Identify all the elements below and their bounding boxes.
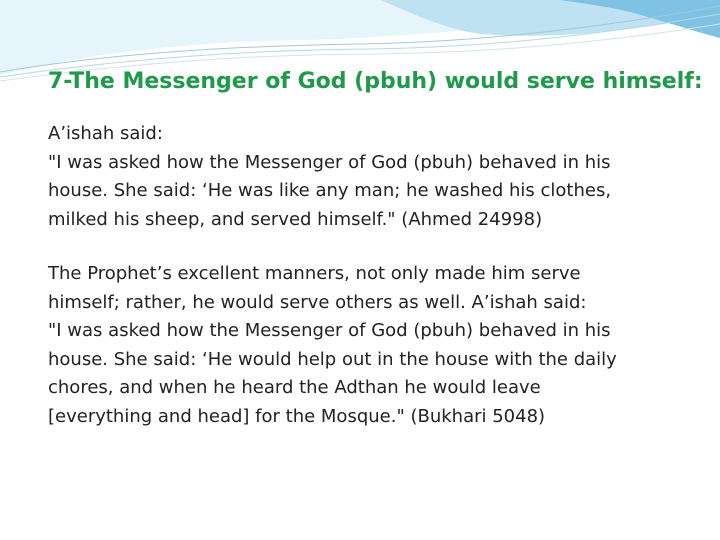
- text-line: milked his sheep, and served himself." (Ahmed 24998): [48, 208, 543, 230]
- text-line: "I was asked how the Messenger of God (pbuh) behaved in his: [48, 320, 611, 341]
- text-line: "I was asked how the Messenger of God (pbuh) behaved in his: [48, 151, 611, 173]
- text-line: house. She said: ‘He was like any man; he washed his clothes,: [48, 180, 612, 201]
- text-line: A’ishah said:: [48, 123, 163, 144]
- text-line: The Prophet’s excellent manners, not only made him serve: [48, 263, 581, 284]
- slide-body: [48, 120, 698, 431]
- text-line: chores, and when he heard the Adthan he would leave: [48, 377, 541, 398]
- paragraph-bukhari-hadith: [48, 260, 698, 431]
- text-line: himself; rather, he would serve others as well. A’ishah said:: [48, 291, 587, 313]
- text-line: [everything and head] for the Mosque." (Bukhari 5048): [48, 405, 546, 427]
- slide-title: 7-The Messenger of God (pbuh) would serve himself:: [48, 69, 703, 94]
- paragraph-ahmed-hadith: [48, 120, 698, 234]
- text-line: house. She said: ‘He would help out in the house with the daily: [48, 348, 617, 370]
